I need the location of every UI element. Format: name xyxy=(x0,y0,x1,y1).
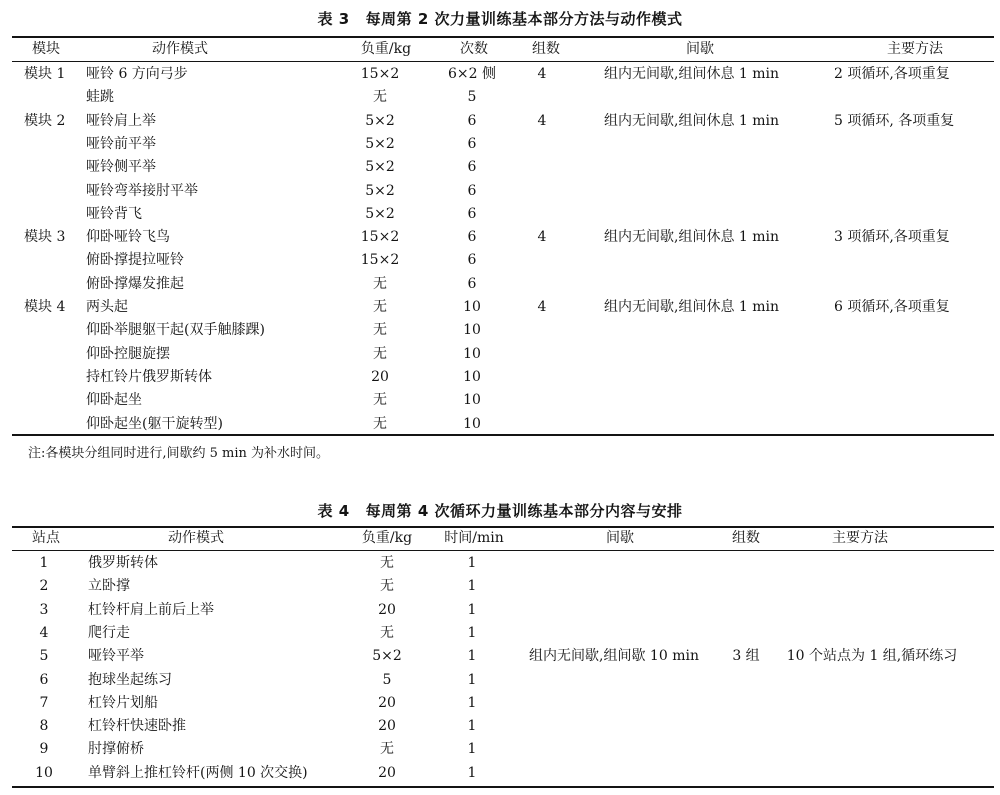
table4-header-rule xyxy=(12,550,994,551)
table3-cell-reps: 6 xyxy=(467,252,477,268)
table4-title: 每周第 4 次循环力量训练基本部分内容与安排 xyxy=(365,502,683,520)
table3-cell-reps: 6 xyxy=(467,159,477,175)
table3-cell-load: 5×2 xyxy=(365,206,395,222)
table3-header-interval: 间歇 xyxy=(686,41,714,57)
table4-cell-load: 无 xyxy=(380,741,394,757)
table4-cell-load: 5 xyxy=(382,672,392,688)
table4-cell-time: 1 xyxy=(467,741,477,757)
table4-cell-load: 20 xyxy=(378,602,396,618)
table3-cell-interval: 组内无间歇,组间休息 1 min xyxy=(604,66,780,82)
table4-label: 表 4 xyxy=(317,502,350,520)
table3-cell-reps: 10 xyxy=(463,416,481,432)
table3-cell-reps: 6 xyxy=(467,183,477,199)
table4-cell-load: 无 xyxy=(380,578,394,594)
table3-cell-method: 5 项循环, 各项重复 xyxy=(834,113,955,129)
table3-cell-movement: 两头起 xyxy=(86,299,128,315)
table3-cell-sets: 4 xyxy=(537,66,547,82)
table3-cell-load: 15×2 xyxy=(360,252,400,268)
table4-cell-load: 无 xyxy=(380,555,394,571)
table4-cell-time: 1 xyxy=(467,672,477,688)
table3-cell-reps: 6 xyxy=(467,136,477,152)
table4-header-station: 站点 xyxy=(32,530,60,546)
table3-cell-movement: 俯卧撑爆发推起 xyxy=(86,276,184,292)
table4-cell-movement: 杠铃杆快速卧推 xyxy=(88,718,186,734)
table4-header-movement: 动作模式 xyxy=(168,530,224,546)
table3-header-method: 主要方法 xyxy=(887,41,943,57)
table3-cell-load: 无 xyxy=(373,322,387,338)
table4-cell-time: 1 xyxy=(467,602,477,618)
table3-title: 每周第 2 次力量训练基本部分方法与动作模式 xyxy=(365,10,683,28)
table3-cell-method: 3 项循环,各项重复 xyxy=(834,229,950,245)
table3-cell-load: 15×2 xyxy=(360,66,400,82)
table3-cell-load: 无 xyxy=(373,299,387,315)
table3-cell-sets: 4 xyxy=(537,229,547,245)
table3-cell-load: 5×2 xyxy=(365,136,395,152)
table4-cell-time: 1 xyxy=(467,625,477,641)
table4-cell-movement: 哑铃平举 xyxy=(88,648,144,664)
table4-cell-time: 1 xyxy=(467,718,477,734)
table3-note: 注:各模块分组同时进行,间歇约 5 min 为补水时间。 xyxy=(28,446,330,461)
table3-cell-reps: 10 xyxy=(463,299,481,315)
table3-cell-sets: 4 xyxy=(537,299,547,315)
table4-cell-station: 2 xyxy=(39,578,49,594)
table4-cell-movement: 爬行走 xyxy=(88,625,130,641)
table4-cell-movement: 杠铃杆肩上前后上举 xyxy=(88,602,214,618)
table3-cell-load: 20 xyxy=(371,369,389,385)
table3-cell-movement: 仰卧起坐(躯干旋转型) xyxy=(86,416,223,432)
table4-cell-station: 6 xyxy=(39,672,49,688)
table3-cell-reps: 6×2 侧 xyxy=(448,66,496,82)
table4-cell-load: 5×2 xyxy=(372,648,402,664)
table3-cell-load: 无 xyxy=(373,89,387,105)
table3-label: 表 3 xyxy=(317,10,350,28)
table3-cell-load: 无 xyxy=(373,392,387,408)
table4-caption xyxy=(0,500,1000,521)
table4-cell-movement: 单臂斜上推杠铃杆(两侧 10 次交换) xyxy=(88,765,308,781)
table4-cell-movement: 杠铃片划船 xyxy=(88,695,158,711)
table3-cell-movement: 哑铃侧平举 xyxy=(86,159,156,175)
table3-cell-movement: 持杠铃片俄罗斯转体 xyxy=(86,369,212,385)
table4-cell-station: 5 xyxy=(39,648,49,664)
table3-cell-movement: 哑铃背飞 xyxy=(86,206,142,222)
table4-header-interval: 间歇 xyxy=(606,530,634,546)
table4-cell-load: 无 xyxy=(380,625,394,641)
table3-cell-movement: 哑铃弯举接肘平举 xyxy=(86,183,198,199)
table4-cell-time: 1 xyxy=(467,555,477,571)
table4-bottom-rule xyxy=(12,786,994,788)
table4-cell-station: 3 xyxy=(39,602,49,618)
table3-cell-movement: 哑铃肩上举 xyxy=(86,113,156,129)
table3-cell-reps: 6 xyxy=(467,229,477,245)
table3-cell-module: 模块 3 xyxy=(24,229,66,245)
table3-cell-module: 模块 2 xyxy=(24,113,66,129)
table3-header-reps: 次数 xyxy=(460,41,488,57)
table3-header-module: 模块 xyxy=(32,41,60,57)
table3-cell-reps: 10 xyxy=(463,369,481,385)
table4-header-method: 主要方法 xyxy=(832,530,888,546)
table3-cell-method: 2 项循环,各项重复 xyxy=(834,66,950,82)
table4-cell-load: 20 xyxy=(378,718,396,734)
table4-cell-time: 1 xyxy=(467,695,477,711)
table3-cell-reps: 10 xyxy=(463,322,481,338)
table3-cell-reps: 5 xyxy=(467,89,477,105)
table3-caption xyxy=(0,8,1000,29)
table3-cell-module: 模块 4 xyxy=(24,299,66,315)
table4-cell-station: 10 xyxy=(35,765,53,781)
table3-cell-movement: 俯卧撑提拉哑铃 xyxy=(86,252,184,268)
table3-cell-load: 15×2 xyxy=(360,229,400,245)
table3-cell-load: 无 xyxy=(373,346,387,362)
table3-cell-movement: 哑铃前平举 xyxy=(86,136,156,152)
table4-header-time: 时间/min xyxy=(444,530,504,546)
table3-cell-movement: 仰卧控腿旋摆 xyxy=(86,346,170,362)
table3-cell-movement: 蛙跳 xyxy=(86,89,114,105)
table4-cell-movement: 抱球坐起练习 xyxy=(88,672,172,688)
table3-cell-load: 5×2 xyxy=(365,183,395,199)
table4-shared-sets: 3 组 xyxy=(732,648,760,664)
table4-cell-time: 1 xyxy=(467,648,477,664)
table3-cell-interval: 组内无间歇,组间休息 1 min xyxy=(604,299,780,315)
table4-cell-station: 9 xyxy=(39,741,49,757)
table4-cell-time: 1 xyxy=(467,578,477,594)
table4-cell-station: 8 xyxy=(39,718,49,734)
table3-cell-load: 无 xyxy=(373,416,387,432)
table3-cell-reps: 10 xyxy=(463,346,481,362)
table3-cell-sets: 4 xyxy=(537,113,547,129)
table4-cell-time: 1 xyxy=(467,765,477,781)
table3-cell-interval: 组内无间歇,组间休息 1 min xyxy=(604,113,780,129)
table3-cell-method: 6 项循环,各项重复 xyxy=(834,299,950,315)
table4-cell-station: 7 xyxy=(39,695,49,711)
table4-cell-station: 4 xyxy=(39,625,49,641)
table3-cell-load: 5×2 xyxy=(365,113,395,129)
table4-header-load: 负重/kg xyxy=(361,530,413,546)
table3-header-movement: 动作模式 xyxy=(152,41,208,57)
table4-header-sets: 组数 xyxy=(732,530,760,546)
table4-shared-method: 10 个站点为 1 组,循环练习 xyxy=(786,648,958,664)
table4-cell-load: 20 xyxy=(378,765,396,781)
table4-cell-load: 20 xyxy=(378,695,396,711)
table3-cell-reps: 10 xyxy=(463,392,481,408)
table3-cell-load: 无 xyxy=(373,276,387,292)
table3-cell-reps: 6 xyxy=(467,276,477,292)
table3-cell-movement: 哑铃 6 方向弓步 xyxy=(86,66,188,82)
table3-cell-reps: 6 xyxy=(467,206,477,222)
table3-cell-movement: 仰卧起坐 xyxy=(86,392,142,408)
table3-header-load: 负重/kg xyxy=(360,41,412,57)
table3-cell-movement: 仰卧哑铃飞鸟 xyxy=(86,229,170,245)
table4-cell-movement: 俄罗斯转体 xyxy=(88,555,158,571)
table4-shared-interval: 组内无间歇,组间歇 10 min xyxy=(529,648,699,664)
table3-header-sets: 组数 xyxy=(532,41,560,57)
table3-cell-movement: 仰卧举腿躯干起(双手触膝踝) xyxy=(86,322,265,338)
table4-cell-movement: 肘撑俯桥 xyxy=(88,741,144,757)
table3-cell-module: 模块 1 xyxy=(24,66,66,82)
table3-cell-interval: 组内无间歇,组间休息 1 min xyxy=(604,229,780,245)
table4-cell-movement: 立卧撑 xyxy=(88,578,130,594)
table3-cell-reps: 6 xyxy=(467,113,477,129)
table4-cell-station: 1 xyxy=(39,555,49,571)
table3-cell-load: 5×2 xyxy=(365,159,395,175)
